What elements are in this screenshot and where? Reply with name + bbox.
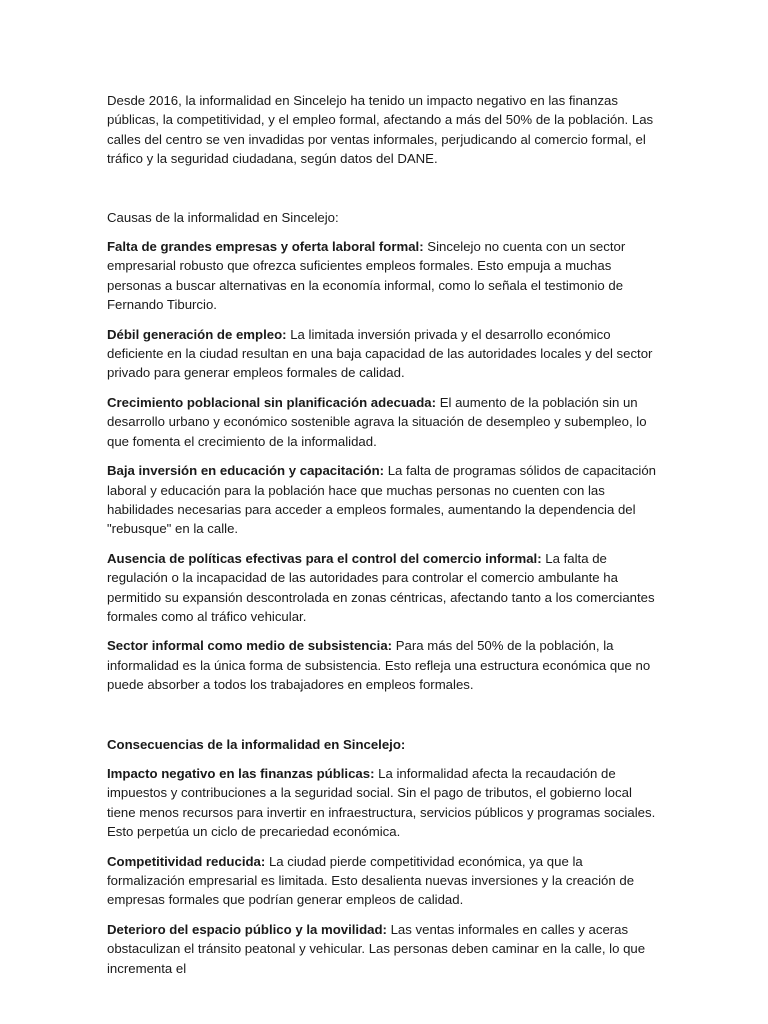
cause-item-text: El aumento de la población sin un desarrollo urbano y económico sostenible agrava la situación de desempleo y subempleo, lo que fomenta el crecimiento de la informalidad. (107, 394, 647, 449)
cause-item (107, 636, 663, 694)
cause-item-title: Débil generación de empleo: (107, 326, 287, 342)
cause-item-title: Sector informal como medio de subsistencia: (107, 638, 393, 654)
consequences-heading: Consecuencias de la informalidad en Sincelejo: (107, 736, 406, 752)
consequence-item-title: Impacto negativo en las finanzas públicas: (107, 765, 375, 781)
cause-item (107, 549, 663, 627)
consequence-item-text: La ciudad pierde competitividad económica, ya que la formalización empresarial es limitada. Esto desalienta nuevas inversiones y la creación de empresas formales que podrían generar empleos de calidad. (107, 853, 635, 908)
cause-item-title: Crecimiento poblacional sin planificación adecuada: (107, 394, 437, 410)
consequence-item (107, 852, 663, 910)
cause-item (107, 461, 663, 539)
cause-item-text: La falta de programas sólidos de capacitación laboral y educación para la población hace que muchas personas no cuenten con las habilidades necesarias para acceder a empleos formales, aumentando la dependencia del "rebusque" en la calle. (107, 463, 657, 537)
cause-item (107, 325, 663, 383)
consequence-item-text: Las ventas informales en calles y aceras obstaculizan el tránsito peatonal y vehicular. Las personas deben caminar en la calle, lo que incrementa el (107, 921, 646, 976)
intro-paragraph: Desde 2016, la informalidad en Sincelejo ha tenido un impacto negativo en las finanzas públicas, la competitividad, y el empleo formal, afectando a más del 50% de la población. Las calles del centro se ven invadidas por ventas informales, perjudicando al comercio formal, el tráfico y la seguridad ciudadana, según datos del DANE. (107, 93, 654, 167)
consequence-item (107, 764, 663, 842)
consequence-item-title: Deterioro del espacio público y la movilidad: (107, 921, 387, 937)
cause-item-title: Ausencia de políticas efectivas para el control del comercio informal: (107, 550, 542, 566)
cause-item-title: Baja inversión en educación y capacitación: (107, 463, 385, 479)
cause-item (107, 393, 663, 451)
cause-item-text: La falta de regulación o la incapacidad de las autoridades para controlar el comercio ambulante ha permitido su expansión descontrolada en zonas céntricas, afectando tanto a los comerciantes formales como al tráfico vehicular. (107, 550, 655, 624)
consequence-item (107, 920, 663, 978)
document-page (107, 91, 663, 988)
consequence-item-text: La informalidad afecta la recaudación de impuestos y contribuciones a la seguridad social. Sin el pago de tributos, el gobierno local tiene menos recursos para invertir en infraestructura, servicios públicos y programas sociales. Esto perpetúa un ciclo de precariedad económica. (107, 765, 656, 840)
causes-heading: Causas de la informalidad en Sincelejo: (107, 209, 339, 225)
cause-item-text: Para más del 50% de la población, la informalidad es la única forma de subsistencia. Esto refleja una estructura económica que no puede absorber a todos los trabajadores en empleos formales. (107, 638, 651, 693)
cause-item-text: La limitada inversión privada y el desarrollo económico deficiente en la ciudad resultan en una baja capacidad de las autoridades locales y del sector privado para generar empleos formales de calidad. (107, 326, 653, 381)
cause-item-text: Sincelejo no cuenta con un sector empresarial robusto que ofrezca suficientes empleos formales. Esto empuja a muchas personas a buscar alternativas en la economía informal, como lo señala el testimonio de Fernando Tiburcio. (107, 239, 626, 313)
consequence-item-title: Competitividad reducida: (107, 853, 266, 869)
cause-item-title: Falta de grandes empresas y oferta laboral formal: (107, 239, 424, 255)
cause-item (107, 237, 663, 315)
